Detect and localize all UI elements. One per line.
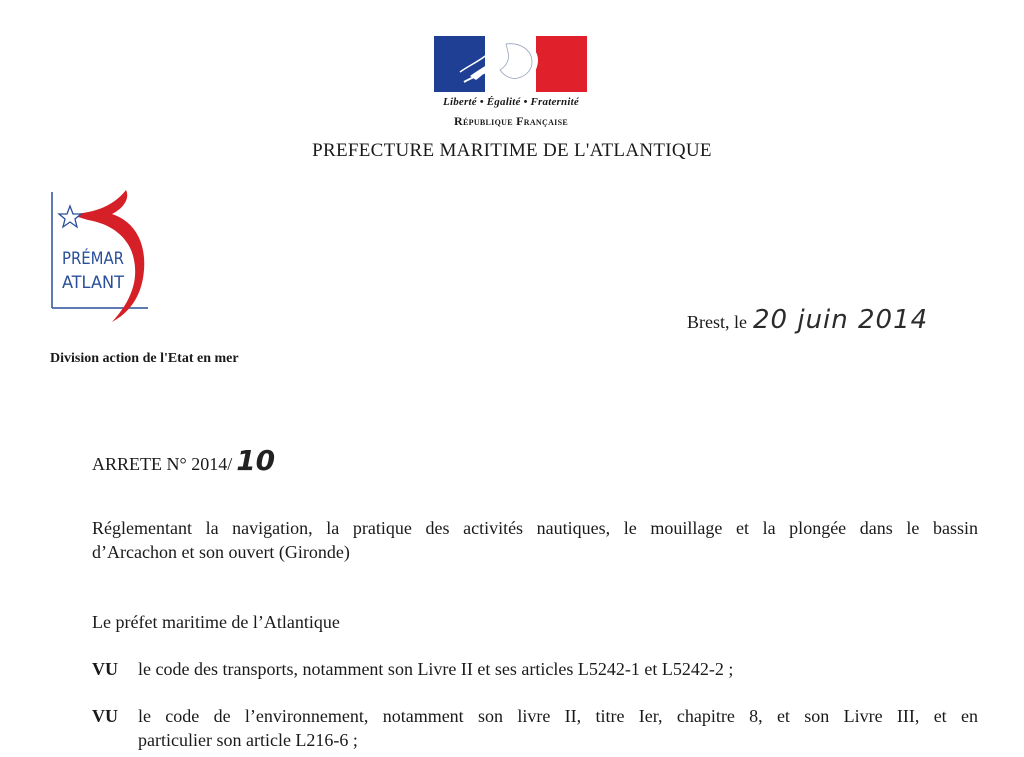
visa-item bbox=[92, 657, 978, 681]
premar-logo-line2: ATLANT bbox=[62, 273, 125, 293]
republic-name: République Française bbox=[454, 114, 568, 128]
subject-line-2: d’Arcachon et son ouvert (Gironde) bbox=[92, 542, 350, 562]
arrete-number bbox=[92, 444, 275, 477]
arrete-subject bbox=[92, 516, 978, 564]
visa-text bbox=[138, 657, 978, 681]
visa-item bbox=[92, 704, 978, 752]
handwritten-date: 20 juin 2014 bbox=[753, 305, 929, 335]
place-label: Brest, le bbox=[687, 312, 747, 332]
republic-motto: Liberté • Égalité • Fraternité bbox=[443, 96, 579, 108]
premar-atlant-logo-icon bbox=[50, 188, 150, 324]
visa-line-1: le code des transports, notamment son Livre II et ses articles L5242-1 et L5242-2 ; bbox=[138, 659, 734, 679]
subject-line-1: Réglementant la navigation, la pratique des activités nautiques, le mouillage et la plongée dans le bassin bbox=[92, 518, 978, 538]
prefet-heading: Le préfet maritime de l’Atlantique bbox=[92, 612, 340, 632]
visa-keyword: VU bbox=[92, 659, 118, 679]
division-label: Division action de l'Etat en mer bbox=[50, 351, 239, 366]
marianne-emblem-icon bbox=[434, 36, 587, 92]
visa-text bbox=[138, 704, 978, 752]
prefecture-title: PREFECTURE MARITIME DE L'ATLANTIQUE bbox=[312, 140, 712, 161]
visa-line-1: le code de l’environnement, notamment son livre II, titre Ier, chapitre 8, et son Livre III, et en bbox=[138, 706, 978, 726]
premar-logo-line1: PRÉMAR bbox=[62, 249, 126, 269]
visa-line-2: particulier son article L216-6 ; bbox=[138, 730, 358, 750]
arrete-label: ARRETE N° 2014/ bbox=[92, 454, 233, 474]
place-date bbox=[687, 305, 928, 335]
handwritten-arrete-number: 10 bbox=[236, 444, 276, 477]
visa-keyword: VU bbox=[92, 706, 118, 726]
